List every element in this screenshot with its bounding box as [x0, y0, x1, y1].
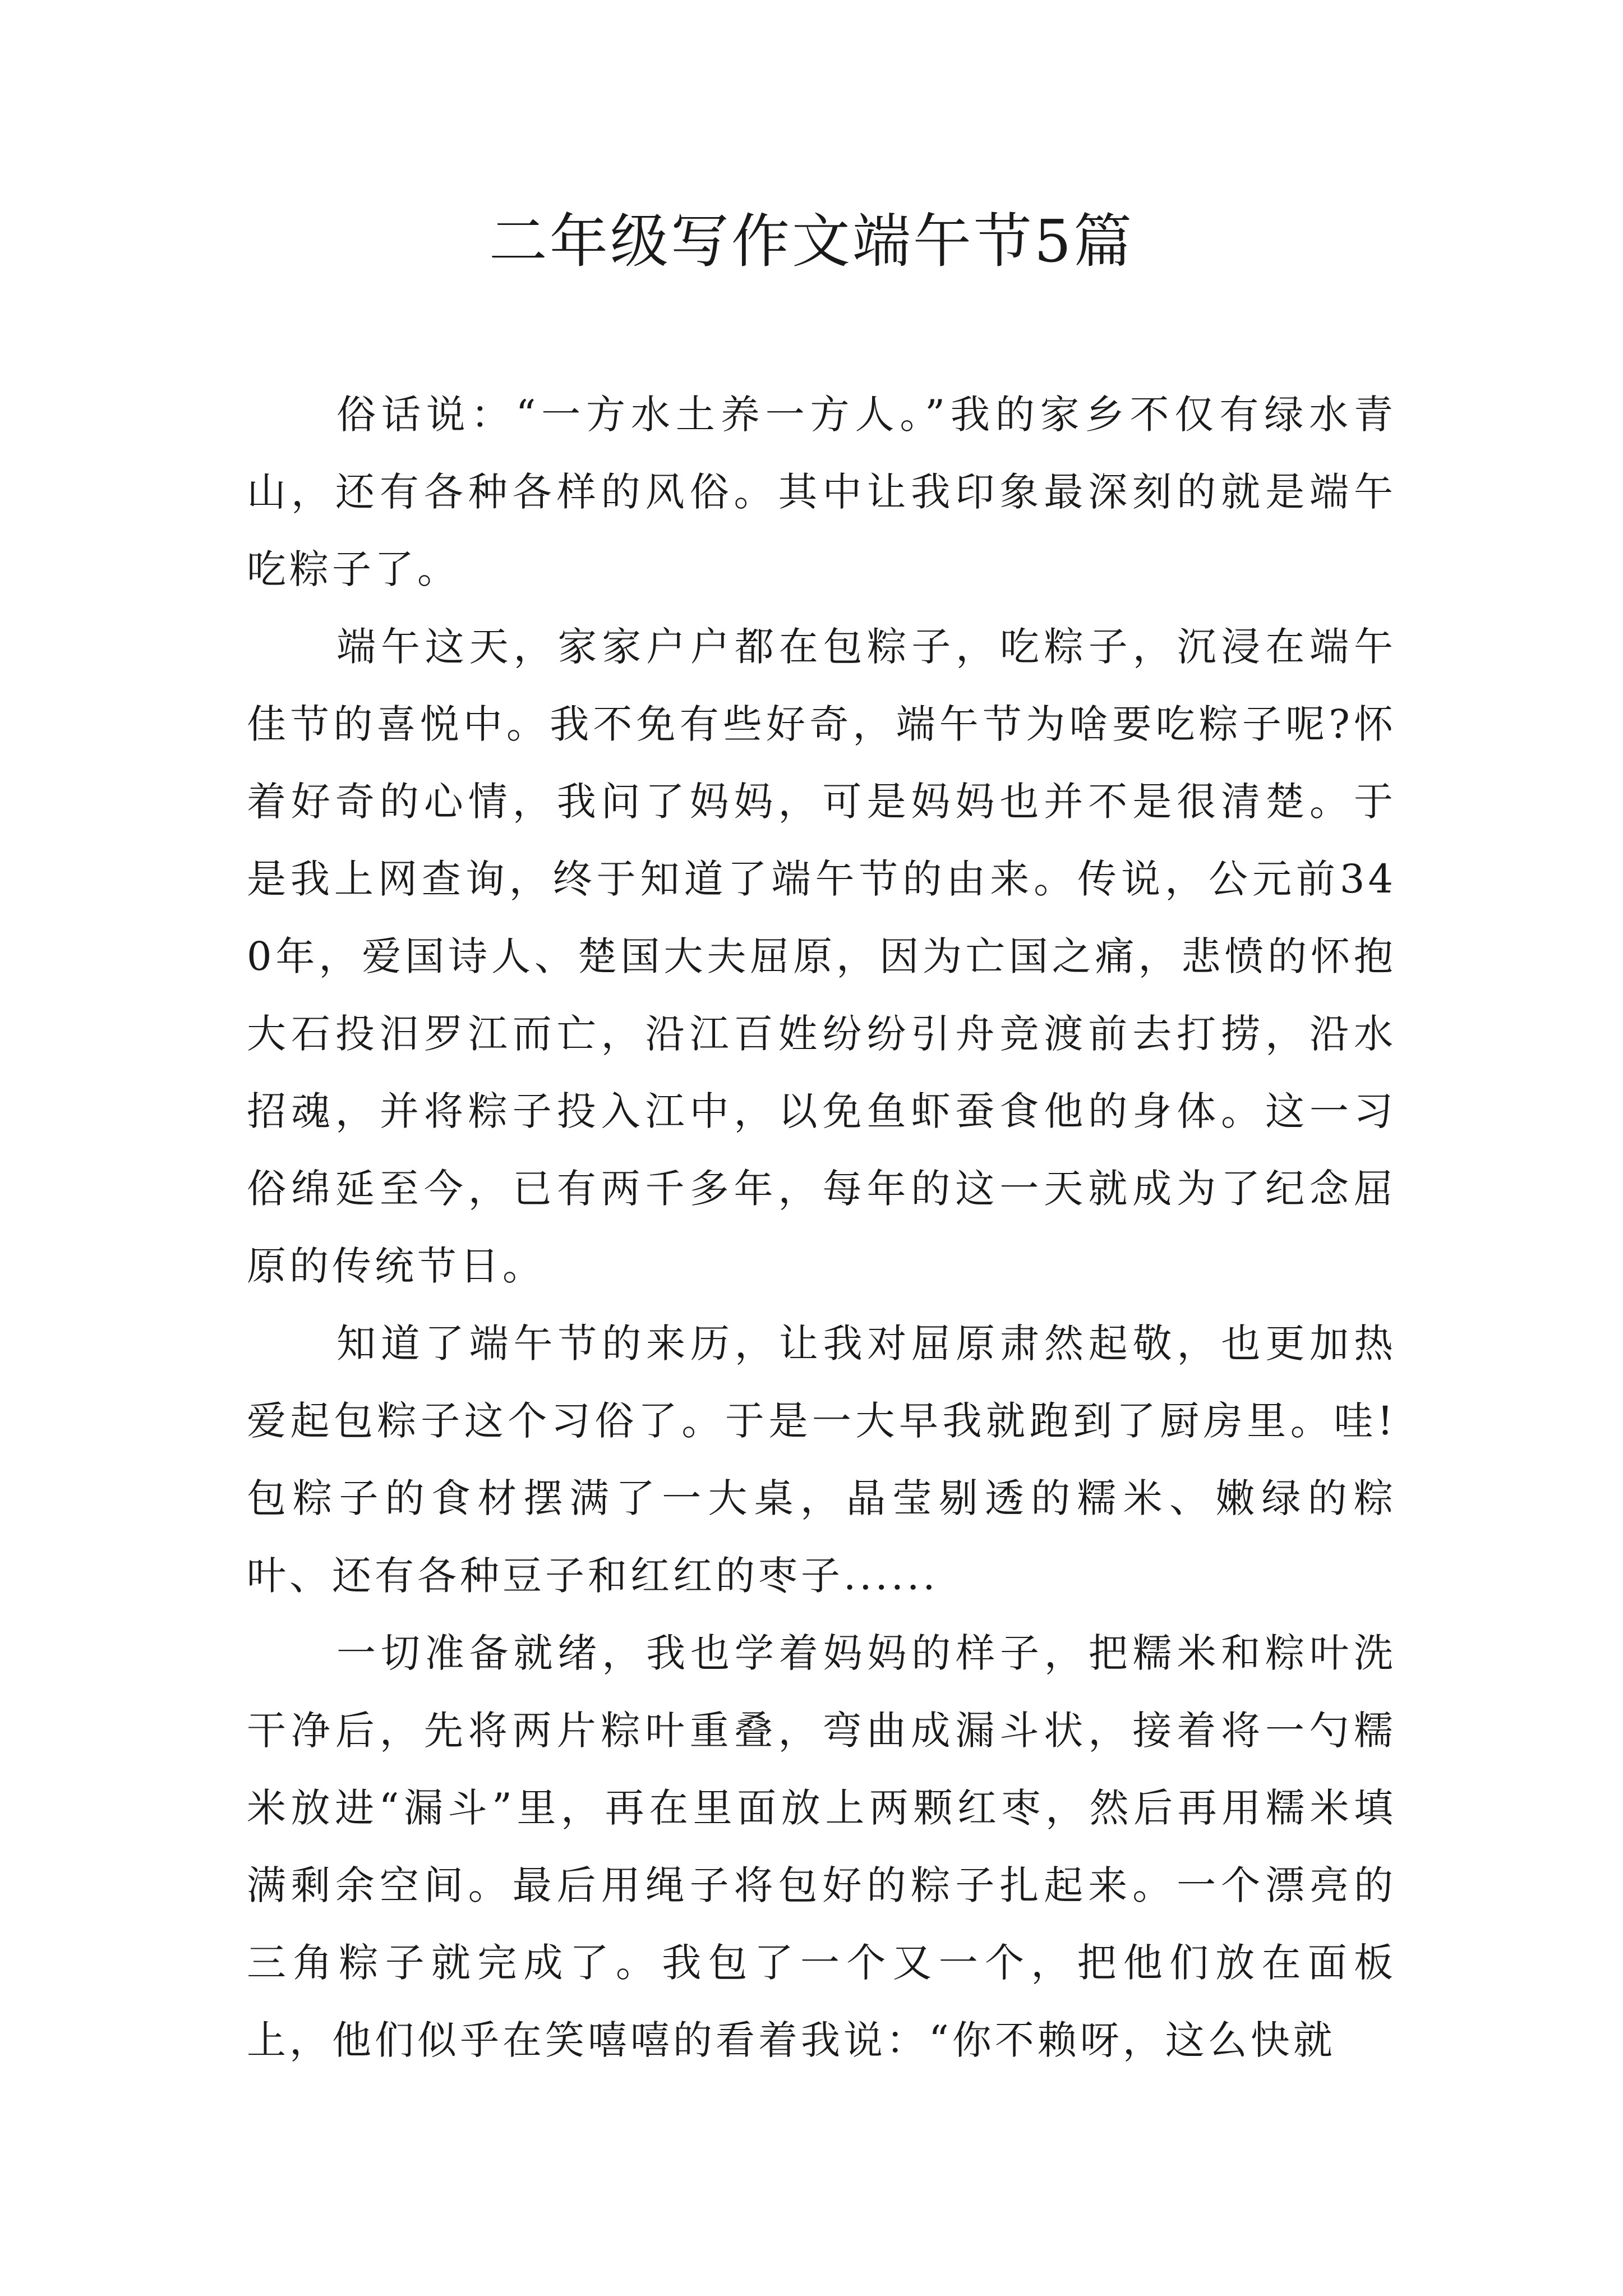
paragraph-3: 知道了端午节的来历，让我对屈原肃然起敬，也更加热爱起包粽子这个习俗了。于是一大早我就跑到了厨房里。哇!包粽子的食材摆满了一大桌，晶莹剔透的糯米、嫩绿的粽叶、还有各种豆子和红红的枣子......: [247, 1320, 1396, 1599]
paragraph-2: 端午这天，家家户户都在包粽子，吃粽子，沉浸在端午佳节的喜悦中。我不免有些好奇，端午节为啥要吃粽子呢?怀着好奇的心情，我问了妈妈，可是妈妈也并不是很清楚。于是我上网查询，终于知道了端午节的由来。传说，公元前340年，爱国诗人、楚国大夫屈原，因为亡国之痛，悲愤的怀抱大石投汨罗江而亡，沿江百姓纷纷引舟竞渡前去打捞，沿水招魂，并将粽子投入江中，以免鱼虾蚕食他的身体。这一习俗绵延至今，已有两千多年，每年的这一天就成为了纪念屈原的传统节日。: [247, 624, 1396, 1289]
document-body: [247, 376, 1396, 2079]
paragraph-1: 俗话说：“一方水土养一方人。”我的家乡不仅有绿水青山，还有各种各样的风俗。其中让我印象最深刻的就是端午吃粽子了。: [247, 392, 1396, 592]
document-title: 二年级写作文端午节5篇: [488, 207, 1135, 275]
paragraph-4: 一切准备就绪，我也学着妈妈的样子，把糯米和粽叶洗干净后，先将两片粽叶重叠，弯曲成漏斗状，接着将一勺糯米放进“漏斗”里，再在里面放上两颗红枣，然后再用糯米填满剩余空间。最后用绳子将包好的粽子扎起来。一个漂亮的三角粽子就完成了。我包了一个又一个，把他们放在面板上，他们似乎在笑嘻嘻的看着我说：“你不赖呀，这么快就: [247, 1630, 1396, 2063]
